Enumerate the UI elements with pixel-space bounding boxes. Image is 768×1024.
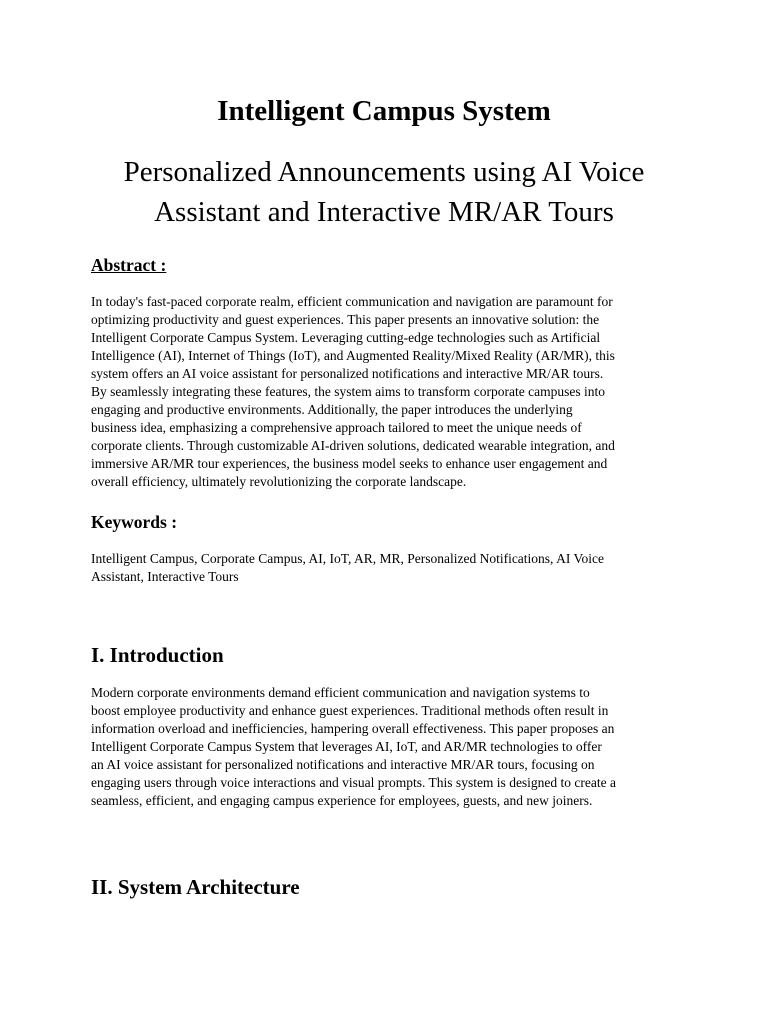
abstract-line: corporate clients. Through customizable AI-driven solutions, dedicated wearable integration, and <box>91 438 615 453</box>
keywords-paragraph <box>91 550 681 586</box>
introduction-heading: I. Introduction <box>91 643 224 667</box>
introduction-line: Intelligent Corporate Campus System that leverages AI, IoT, and AR/MR technologies to offer <box>91 739 602 754</box>
paper-title: Intelligent Campus System <box>217 95 551 127</box>
introduction-line: boost employee productivity and enhance guest experiences. Traditional methods often result in <box>91 703 609 718</box>
abstract-line: system offers an AI voice assistant for personalized notifications and interactive MR/AR tours. <box>91 366 604 381</box>
introduction-line: Modern corporate environments demand efficient communication and navigation systems to <box>91 685 590 700</box>
keywords-heading: Keywords : <box>91 512 178 532</box>
abstract-line: Intelligence (AI), Internet of Things (IoT), and Augmented Reality/Mixed Reality (AR/MR), this <box>91 348 615 363</box>
subtitle-line: Assistant and Interactive MR/AR Tours <box>154 196 614 228</box>
abstract-line: business idea, emphasizing a comprehensive approach tailored to meet the unique needs of <box>91 420 582 435</box>
abstract-line: immersive AR/MR tour experiences, the business model seeks to enhance user engagement and <box>91 456 608 471</box>
abstract-line: By seamlessly integrating these features, the system aims to transform corporate campuses into <box>91 384 605 399</box>
introduction-line: engaging users through voice interactions and visual prompts. This system is designed to create a <box>91 775 617 790</box>
introduction-line: seamless, efficient, and engaging campus experience for employees, guests, and new joiners. <box>91 793 593 808</box>
abstract-line: Intelligent Corporate Campus System. Leveraging cutting-edge technologies such as Artificial <box>91 330 601 345</box>
introduction-line: an AI voice assistant for personalized notifications and interactive MR/AR tours, focusing on <box>91 757 595 772</box>
abstract-line: engaging and productive environments. Additionally, the paper introduces the underlying <box>91 402 573 417</box>
abstract-paragraph <box>91 293 681 491</box>
paper-subtitle <box>0 152 768 232</box>
abstract-line: overall efficiency, ultimately revolutionizing the corporate landscape. <box>91 474 467 489</box>
keywords-line: Intelligent Campus, Corporate Campus, AI, IoT, AR, MR, Personalized Notifications, AI Voice <box>91 551 604 566</box>
abstract-line: In today's fast-paced corporate realm, efficient communication and navigation are paramount for <box>91 294 613 309</box>
abstract-line: optimizing productivity and guest experiences. This paper presents an innovative solution: the <box>91 312 600 327</box>
keywords-line: Assistant, Interactive Tours <box>91 569 239 584</box>
introduction-paragraph <box>91 684 681 810</box>
introduction-line: information overload and inefficiencies, hampering overall effectiveness. This paper proposes an <box>91 721 615 736</box>
abstract-heading: Abstract : <box>91 255 167 275</box>
system-architecture-heading: II. System Architecture <box>91 875 300 899</box>
subtitle-line: Personalized Announcements using AI Voice <box>123 156 645 188</box>
